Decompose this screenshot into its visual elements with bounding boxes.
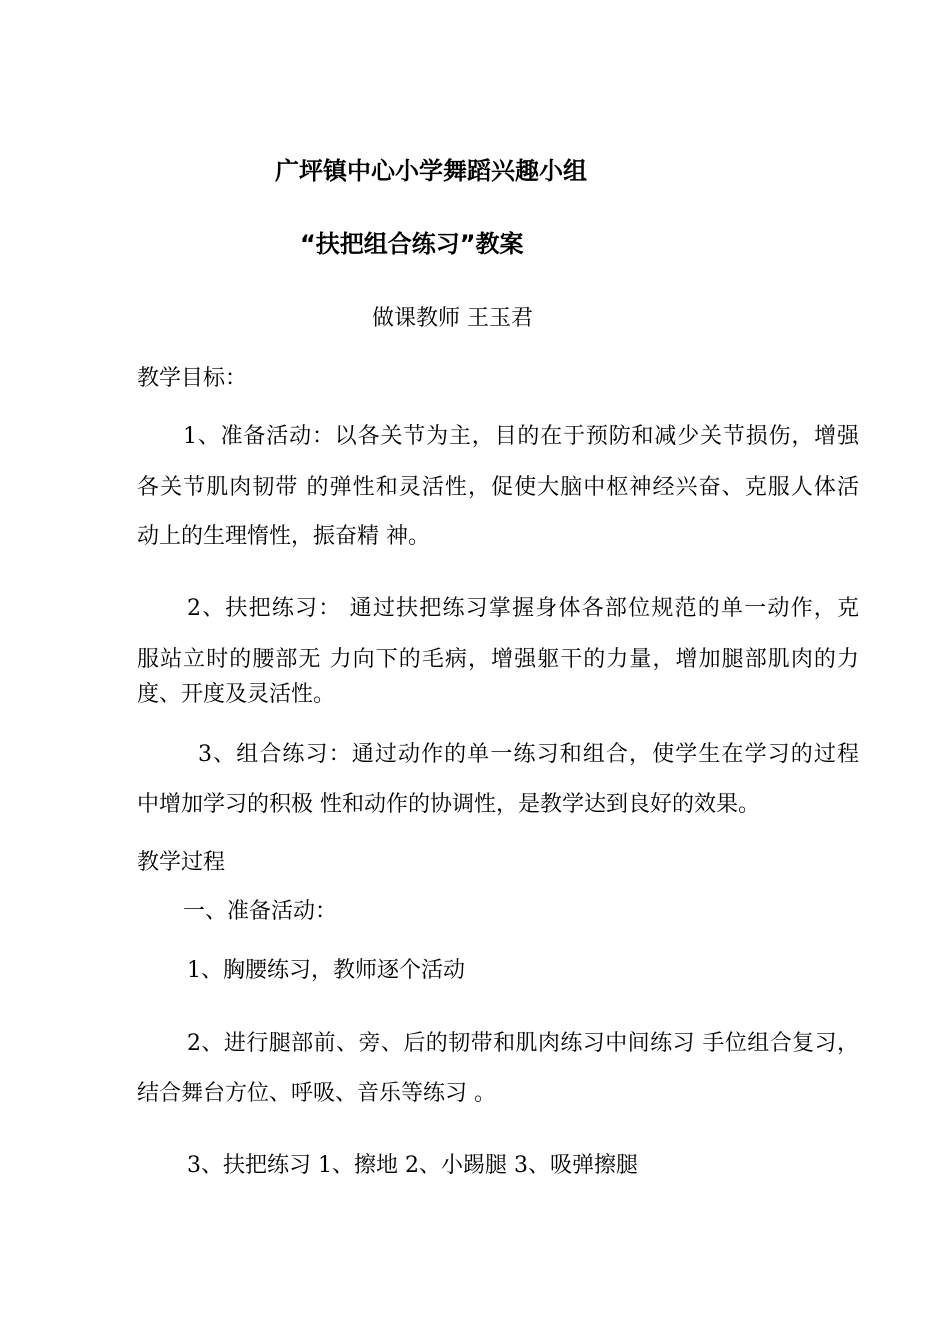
step-heading: 一、准备活动： (183, 899, 338, 924)
step3: 3、扶把练习 1、擦地 2、小踢腿 3、吸弹擦腿 (187, 1153, 638, 1178)
goal2-line1: 2、扶把练习： 通过扶把练习掌握身体各部位规范的单一动作，克 (187, 596, 859, 621)
goal1-line2: 各关节肌肉韧带 的弹性和灵活性，促使大脑中枢神经兴奋、克服人体活 (137, 475, 859, 500)
step1: 1、胸腰练习，教师逐个活动 (187, 958, 465, 983)
goal2-line2: 服站立时的腰部无 力向下的毛病，增强躯干的力量，增加腿部肌肉的力 (137, 647, 859, 672)
step2-line2: 结合舞台方位、呼吸、音乐等练习 。 (137, 1081, 496, 1106)
goal1-line1: 1、准备活动：以各关节为主，目的在于预防和减少关节损伤，增强 (183, 424, 859, 449)
teacher-line: 做课教师 王玉君 (372, 306, 533, 331)
section-goals-heading: 教学目标： (137, 366, 248, 391)
goal3-line2: 中增加学习的积极 性和动作的协调性，是教学达到良好的效果。 (137, 792, 760, 817)
section-process-heading: 教学过程 (137, 850, 226, 875)
doc-title: 广坪镇中心小学舞蹈兴趣小组 (275, 157, 587, 185)
goal1-line3: 动上的生理惰性，振奋精 神。 (137, 524, 430, 549)
goal2-line3: 度、开度及灵活性。 (137, 682, 336, 707)
step2-line1: 2、进行腿部前、旁、后的韧带和肌肉练习中间练习 手位组合复习， (187, 1031, 859, 1056)
goal3-line1: 3、组合练习：通过动作的单一练习和组合，使学生在学习的过程 (198, 742, 859, 767)
doc-subtitle: “扶把组合练习”教案 (300, 230, 524, 258)
